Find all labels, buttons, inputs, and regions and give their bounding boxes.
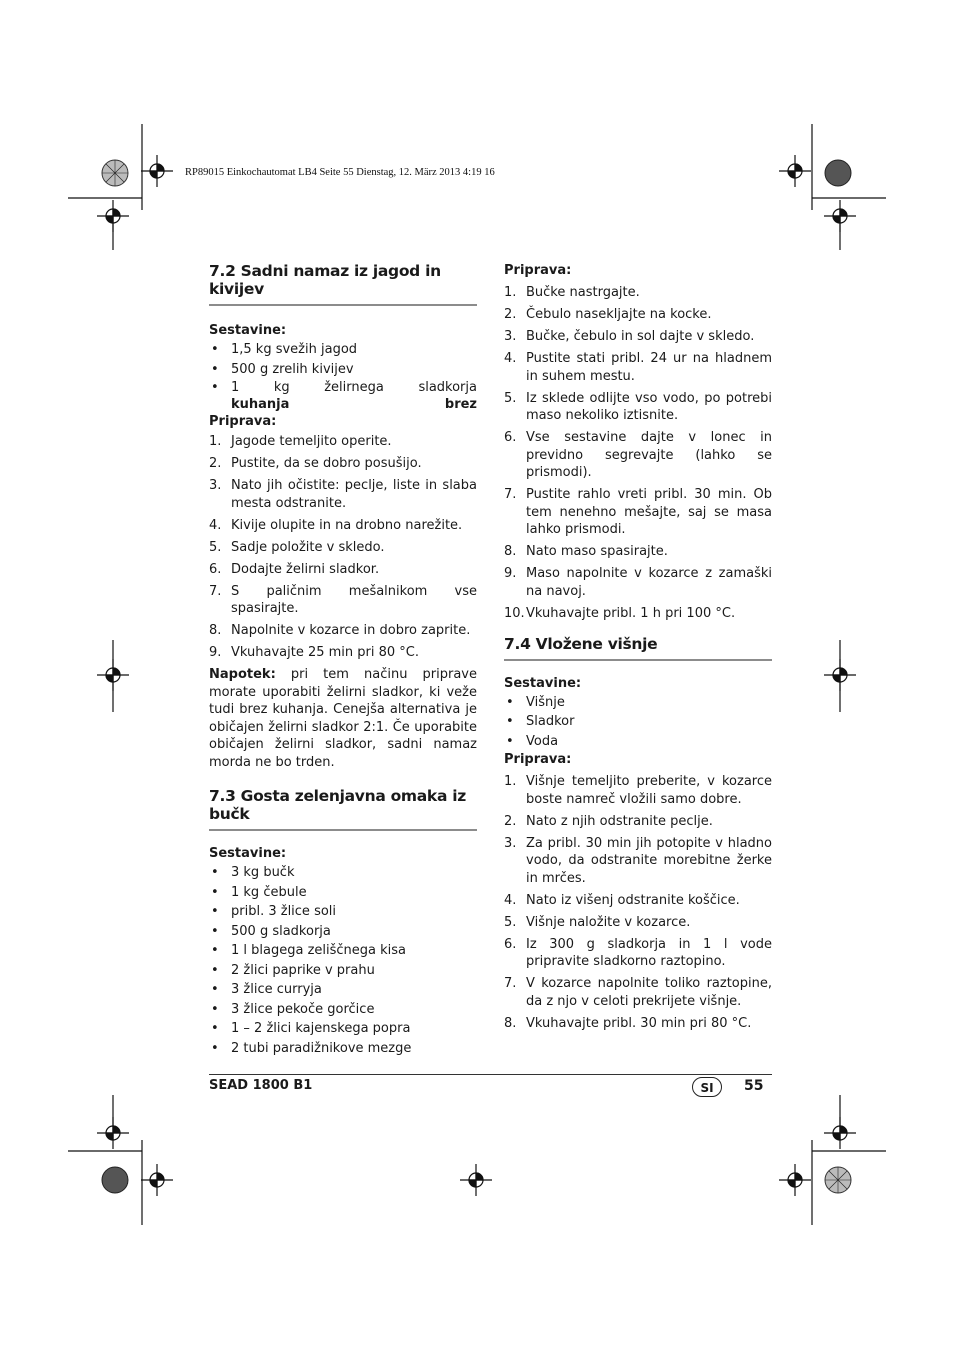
- list-item: • Sladkor: [504, 712, 772, 732]
- ingredient-bold-cont: kuhanja: [231, 397, 290, 412]
- section-title-7-4: 7.4 Vložene višnje: [504, 635, 772, 661]
- list-item: 1. Višnje temeljito preberite, v kozarce boste namreč vložili samo dobre.: [504, 774, 772, 807]
- ingredients-list: [504, 693, 772, 752]
- list-item: [209, 379, 477, 413]
- ingredients-label: Sestavine:: [209, 846, 287, 861]
- list-item: 2. Nato z njih odstranite peclje.: [504, 813, 713, 829]
- page-number: 55: [744, 1078, 764, 1094]
- ingredients-list: [209, 340, 477, 413]
- list-item: • 2 tubi paradižnikove mezge: [209, 1039, 477, 1059]
- list-item: 3. Nato jih očistite: peclje, liste in slaba mesta odstranite.: [209, 478, 477, 511]
- list-item: • 3 žlice curryja: [209, 980, 477, 1000]
- list-item: 7. Pustite rahlo vreti pribl. 30 min. Ob tem nenehno mešajte, saj se masa lahko prismodi.: [504, 487, 772, 537]
- list-item: 3. Bučke, čebulo in sol dajte v skledo.: [504, 329, 755, 344]
- steps-list: [504, 773, 772, 1032]
- list-item: • Višnje: [504, 693, 772, 713]
- ingredients-list: [209, 863, 477, 1058]
- list-item: 5. Iz sklede odlijte vso vodo, po potrebi maso nekoliko iztisnite.: [504, 390, 772, 423]
- list-item: 10. Vkuhavajte pribl. 1 h pri 100 °C.: [504, 605, 736, 621]
- list-item: 3. Za pribl. 30 min jih potopite v hladno vodo, da odstranite morebitne žerke in mrčes.: [504, 835, 772, 886]
- list-item: • 500 g sladkorja: [209, 922, 477, 942]
- preparation-label: Priprava:: [209, 414, 277, 429]
- list-item: 6. Vse sestavine dajte v lonec in previdno segrevajte (lahko se prismodi).: [504, 430, 772, 480]
- list-item: 8. Napolnite v kozarce in dobro zaprite.: [209, 623, 471, 638]
- list-item: • Voda: [504, 732, 772, 752]
- list-item: • 1,5 kg svežih jagod: [209, 340, 477, 360]
- note-paragraph: [209, 666, 477, 771]
- footer-divider: [209, 1074, 772, 1075]
- preparation-label: Priprava:: [504, 752, 572, 767]
- list-item: 6. Iz 300 g sladkorja in 1 l vode pripravite sladkorno raztopino.: [504, 936, 772, 969]
- list-item: 5. Višnje naložite v kozarce.: [504, 914, 691, 930]
- steps-list: [504, 284, 772, 622]
- section-title-7-3: 7.3 Gosta zelenjavna omaka iz bučk: [209, 787, 477, 831]
- ingredient-text: 1 kg želirnega sladkorja: [231, 380, 477, 395]
- list-item: 9. Maso napolnite v kozarce z zamaški na navoj.: [504, 566, 772, 599]
- list-item: 8. Vkuhavajte pribl. 30 min pri 80 °C.: [504, 1015, 752, 1031]
- note-label: Napotek:: [209, 667, 276, 682]
- ingredients-label: Sestavine:: [209, 323, 287, 338]
- note-text: pri tem načinu priprave morate uporabiti želirni sladkor, ki veže tudi brez kuhanja. Cenejša alternativa je običajen želirni sladkor 2:1. Če uporabite običajen želirni sladkor, sadni namaz morda ne bo trden.: [209, 667, 477, 770]
- list-item: 8. Nato maso spasirajte.: [504, 544, 668, 559]
- footer-model: SEAD 1800 B1: [209, 1078, 313, 1093]
- language-badge: SI: [692, 1077, 722, 1097]
- list-item: • 3 žlice pekoče gorčice: [209, 1000, 477, 1020]
- list-item: 2. Pustite, da se dobro posušijo.: [209, 456, 422, 471]
- list-item: 4. Pustite stati pribl. 24 ur na hladnem in suhem mestu.: [504, 351, 772, 384]
- list-item: • 1 l blagega zeliščnega kisa: [209, 941, 477, 961]
- list-item: 9. Vkuhavajte 25 min pri 80 °C.: [209, 645, 420, 660]
- list-item: 7. S paličnim mešalnikom vse spasirajte.: [209, 583, 477, 616]
- list-item: 1. Bučke nastrgajte.: [504, 285, 640, 300]
- ingredients-label: Sestavine:: [504, 675, 582, 691]
- ingredient-bold: brez: [444, 397, 477, 412]
- list-item: • 3 kg bučk: [209, 863, 477, 883]
- section-title-7-2: 7.2 Sadni namaz iz jagod in kivijev: [209, 262, 477, 306]
- list-item: 2. Čebulo nasekljajte na kocke.: [504, 307, 712, 322]
- list-item: 4. Kivije olupite in na drobno narežite.: [209, 517, 463, 533]
- print-header: RP89015 Einkochautomat LB4 Seite 55 Dienstag, 12. März 2013 4:19 16: [185, 167, 495, 178]
- list-item: • 1 – 2 žlici kajenskega popra: [209, 1019, 477, 1039]
- list-item: 7. V kozarce napolnite toliko raztopine, da z njo v celoti prekrijete višnje.: [504, 976, 772, 1009]
- left-column: [209, 262, 477, 1058]
- list-item: 4. Nato iz višenj odstranite koščice.: [504, 892, 740, 908]
- list-item: 1. Jagode temeljito operite.: [209, 434, 392, 449]
- right-column: [504, 262, 772, 1037]
- list-item: • 1 kg čebule: [209, 883, 477, 903]
- list-item: • 500 g zrelih kivijev: [209, 360, 477, 380]
- list-item: 5. Sadje položite v skledo.: [209, 539, 385, 555]
- list-item: • 2 žlici paprike v prahu: [209, 961, 477, 981]
- preparation-label: Priprava:: [504, 263, 572, 278]
- list-item: 6. Dodajte želirni sladkor.: [209, 561, 380, 577]
- steps-list: [209, 433, 477, 662]
- list-item: • pribl. 3 žlice soli: [209, 902, 477, 922]
